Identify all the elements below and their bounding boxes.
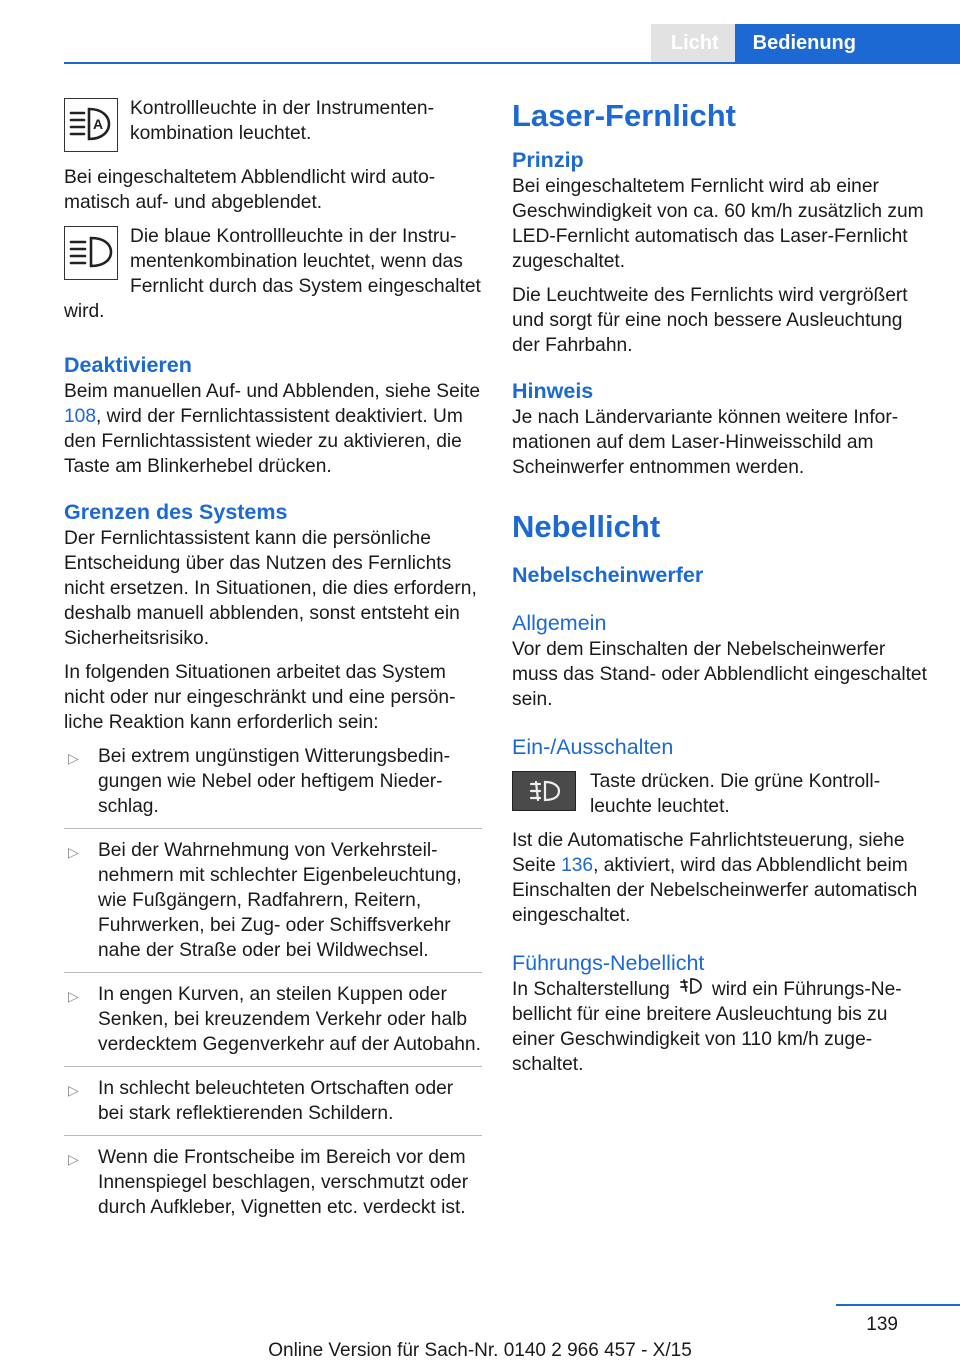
para-deaktivieren <box>64 379 482 479</box>
auto-high-beam-icon <box>64 98 118 152</box>
fog-light-button-icon <box>512 771 576 811</box>
auto-high-beam-row <box>64 96 482 156</box>
deakt-text-a: Beim manuellen Auf- und Abblenden, siehe Seite <box>64 381 481 402</box>
right-column <box>512 96 932 1086</box>
list-item <box>64 1145 482 1229</box>
high-beam-icon <box>64 226 118 280</box>
bullet-text: Bei der Wahrnehmung von Verkehrsteilnehmern mit schlechter Eigenbeleuchtung, wie Fußgängern, Radfahrern, Reitern, Fuhrwerken, bei Zug- oder Schiffsverkehr nahe der Straße oder bei Wildwechsel. <box>98 840 462 961</box>
page-link-108[interactable]: 108 <box>64 406 97 427</box>
para-hinweis: Je nach Ländervariante können weitere Informationen auf dem Laser-Hinweisschild am Scheinwerfer entnommen werden. <box>512 407 899 478</box>
triangle-bullet-icon: ▷ <box>68 1151 79 1167</box>
heading-fuehrung: Führungs-Nebellicht <box>512 951 705 975</box>
para-grenzen-1: Der Fernlichtassistent kann die persönliche Entscheidung über das Nutzen des Fernlichts nicht ersetzen. In Situationen, die dies erfordern, deshalb manuell abblenden, sonst entsteht ein Sicherheitsrisiko. <box>64 528 477 649</box>
auto-text-a: Ist die Automatische Fahrlichtsteuerung, siehe Seite <box>512 830 905 876</box>
page-link-136[interactable]: 136 <box>561 855 594 876</box>
page-number-rule <box>836 1304 960 1306</box>
list-item <box>64 838 482 973</box>
svg-text:A: A <box>92 116 104 132</box>
icon2-text: Die blaue Kontrollleuchte in der Instrumentenkombination leuchtet, wenn das Fernlicht durch das System eingeschaltet wird. <box>64 226 481 322</box>
fog-light-row <box>512 769 932 819</box>
heading-hinweis: Hinweis <box>512 379 594 403</box>
list-item <box>64 744 482 829</box>
list-item <box>64 982 482 1067</box>
high-beam-row <box>64 224 482 324</box>
heading-laser: Laser-Fernlicht <box>512 98 736 133</box>
para-fuehrung <box>512 977 932 1077</box>
para-auto-dim: Bei eingeschaltetem Abblendlicht wird automatisch auf- und abgeblendet. <box>64 167 436 213</box>
bullet-text: Wenn die Frontscheibe im Bereich vor dem Innenspiegel beschlagen, verschmutzt oder durch Aufkleber, Vignetten etc. verdeckt ist. <box>98 1147 469 1218</box>
list-item <box>64 1076 482 1136</box>
triangle-bullet-icon: ▷ <box>68 1082 79 1098</box>
heading-prinzip: Prinzip <box>512 148 584 172</box>
triangle-bullet-icon: ▷ <box>68 844 79 860</box>
heading-grenzen: Grenzen des Systems <box>64 500 288 524</box>
bullet-text: Bei extrem ungünstigen Witterungsbedingungen wie Nebel oder heftigem Niederschlag. <box>98 746 450 817</box>
heading-nebellicht: Nebellicht <box>512 509 661 544</box>
left-column <box>64 96 482 1238</box>
heading-ein-aus: Ein-/Ausschalten <box>512 735 674 759</box>
header-chapter: Bedienung <box>735 24 960 62</box>
fuehrung-text-b: wird ein Führungs-Nebellicht für eine breitere Ausleuchtung bis zu einer Geschwindigkeit von 110 km/h zugeschaltet. <box>512 979 902 1076</box>
bullet-text: In engen Kurven, an steilen Kuppen oder Senken, bei kreuzendem Verkehr oder halb verdecktem Gegenverkehr auf der Autobahn. <box>98 984 481 1055</box>
para-prinzip-1: Bei eingeschaltetem Fernlicht wird ab einer Geschwindigkeit von ca. 60 km/h zusätzlich zum LED-Fernlicht automatisch das Laser-Fernlicht zugeschaltet. <box>512 176 924 272</box>
fog-button-text: Taste drücken. Die grüne Kontrollleuchte leuchtet. <box>590 771 881 817</box>
header-rule <box>64 62 960 64</box>
deakt-text-b: , wird der Fernlichtassistent deaktiviert. Um den Fernlichtassistent wieder zu aktivieren, die Taste am Blinkerhebel drücken. <box>64 406 463 477</box>
header-section: Licht <box>651 24 735 62</box>
para-prinzip-2: Die Leuchtweite des Fernlichts wird vergrößert und sorgt für eine noch bessere Ausleuchtung der Fahrbahn. <box>512 285 908 356</box>
para-automatik <box>512 828 932 928</box>
limitations-list <box>64 744 482 1229</box>
heading-nebelscheinwerfer: Nebelscheinwerfer <box>512 563 704 587</box>
heading-deaktivieren: Deaktivieren <box>64 353 192 377</box>
triangle-bullet-icon: ▷ <box>68 750 79 766</box>
icon1-text: Kontrollleuchte in der Instrumentenkombination leuchtet. <box>130 98 434 144</box>
heading-allgemein: Allgemein <box>512 611 607 635</box>
page-header <box>651 24 960 62</box>
para-allgemein: Vor dem Einschalten der Nebelscheinwerfer muss das Stand- oder Abblendlicht eingeschaltet sein. <box>512 639 927 710</box>
bullet-text: In schlecht beleuchteten Ortschaften oder bei stark reflektierenden Schildern. <box>98 1078 454 1124</box>
auto-text-b: , aktiviert, wird das Abblendlicht beim Einschalten der Nebelscheinwerfer automatisch eingeschaltet. <box>512 855 918 926</box>
para-grenzen-2: In folgenden Situationen arbeitet das System nicht oder nur eingeschränkt und eine persönliche Reaktion kann erforderlich sein: <box>64 662 456 733</box>
fuehrung-text-a: In Schalterstellung <box>512 979 670 1000</box>
page-number: 139 <box>866 1314 898 1335</box>
triangle-bullet-icon: ▷ <box>68 988 79 1004</box>
fog-light-switch-icon <box>680 977 702 1002</box>
footer-version: Online Version für Sach-Nr. 0140 2 966 457 - X/15 <box>268 1340 692 1361</box>
